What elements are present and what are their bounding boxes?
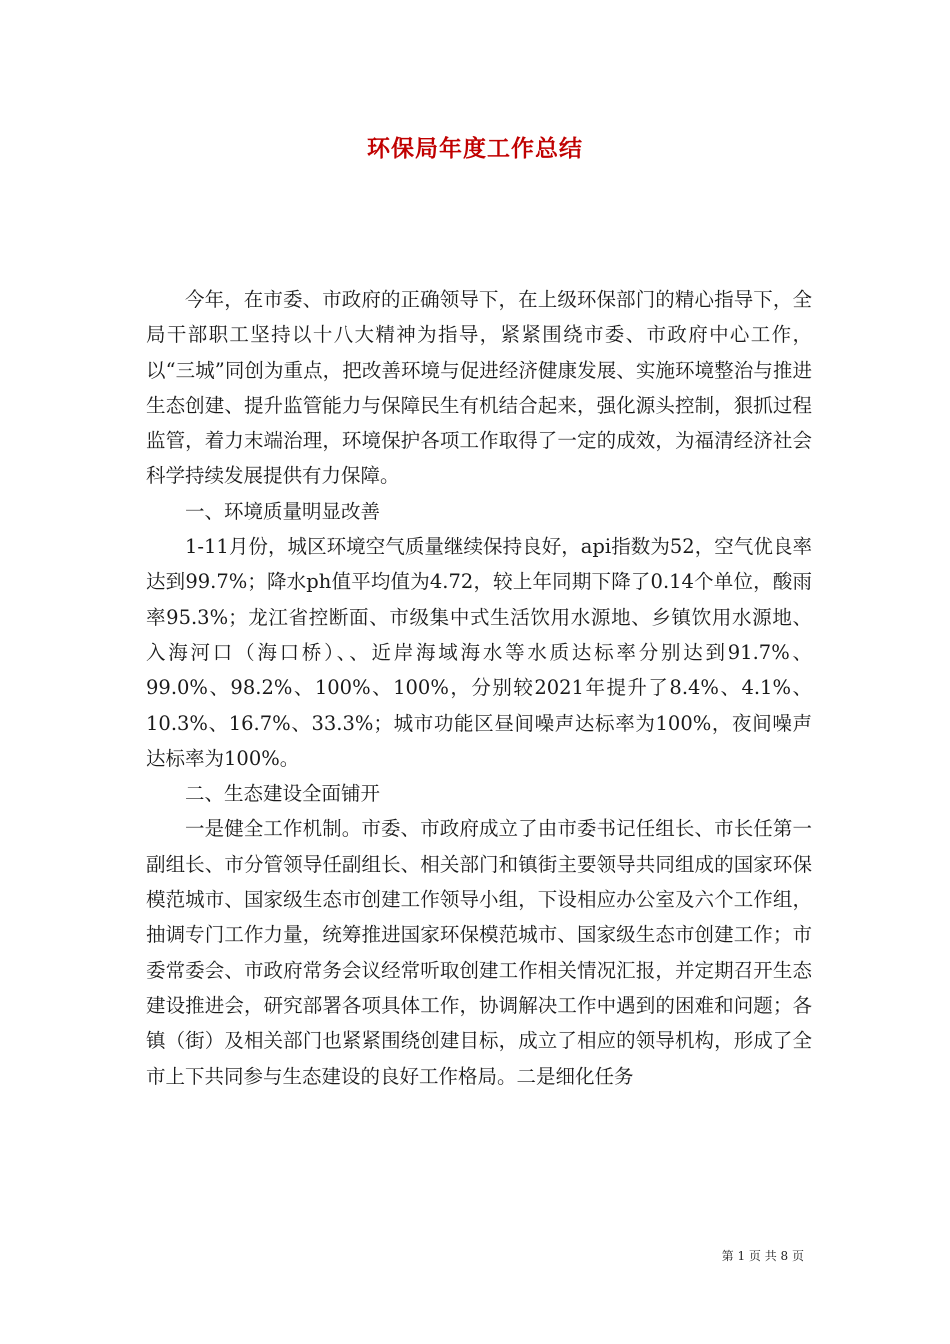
paragraph-intro: 今年，在市委、市政府的正确领导下，在上级环保部门的精心指导下，全局干部职工坚持以十八大精神为指导，紧紧围绕市委、市政府中心工作，以“三城”同创为重点，把改善环境与促进经济健康发展、实施环境整治与推进生态创建、提升监管能力与保障民生有机结合起来，强化源头控制，狠抓过程监管，着力末端治理，环境保护各项工作取得了一定的成效，为福清经济社会科学持续发展提供有力保障。 — [146, 288, 812, 488]
paragraph-ecology-construction: 一是健全工作机制。市委、市政府成立了由市委书记任组长、市长任第一副组长、市分管领导任副组长、相关部门和镇街主要领导共同组成的国家环保模范城市、国家级生态市创建工作领导小组，下设相应办公室及六个工作组，抽调专门工作力量，统筹推进国家环保模范城市、国家级生态市创建工作；市委常委会、市政府常务会议经常听取创建工作相关情况汇报，并定期召开生态建设推进会，研究部署各项具体工作，协调解决工作中遇到的困难和问题；各镇（街）及相关部门也紧紧围绕创建目标，成立了相应的领导机构，形成了全市上下共同参与生态建设的良好工作格局。二是细化任务 — [146, 817, 812, 1088]
section-heading-2: 二、生态建设全面铺开 — [185, 782, 381, 806]
document-title: 环保局年度工作总结 — [367, 135, 583, 162]
document-body — [146, 282, 812, 1094]
paragraph-environment-quality: 1-11月份，城区环境空气质量继续保持良好，api指数为52，空气优良率达到99.7%；降水ph值平均值为4.72，较上年同期下降了0.14个单位，酸雨率95.3%；龙江省控断面、市级集中式生活饮用水源地、乡镇饮用水源地、入海河口（海口桥）、、近岸海域海水等水质达标率分别达到91.7%、99.0%、98.2%、100%、100%，分别较2021年提升了8.4%、4.1%、10.3%、16.7%、33.3%；城市功能区昼间噪声达标率为100%，夜间噪声达标率为100%。 — [146, 535, 812, 770]
page-number: 第 1 页 共 8 页 — [721, 1249, 804, 1263]
section-heading-1: 一、环境质量明显改善 — [185, 499, 381, 523]
